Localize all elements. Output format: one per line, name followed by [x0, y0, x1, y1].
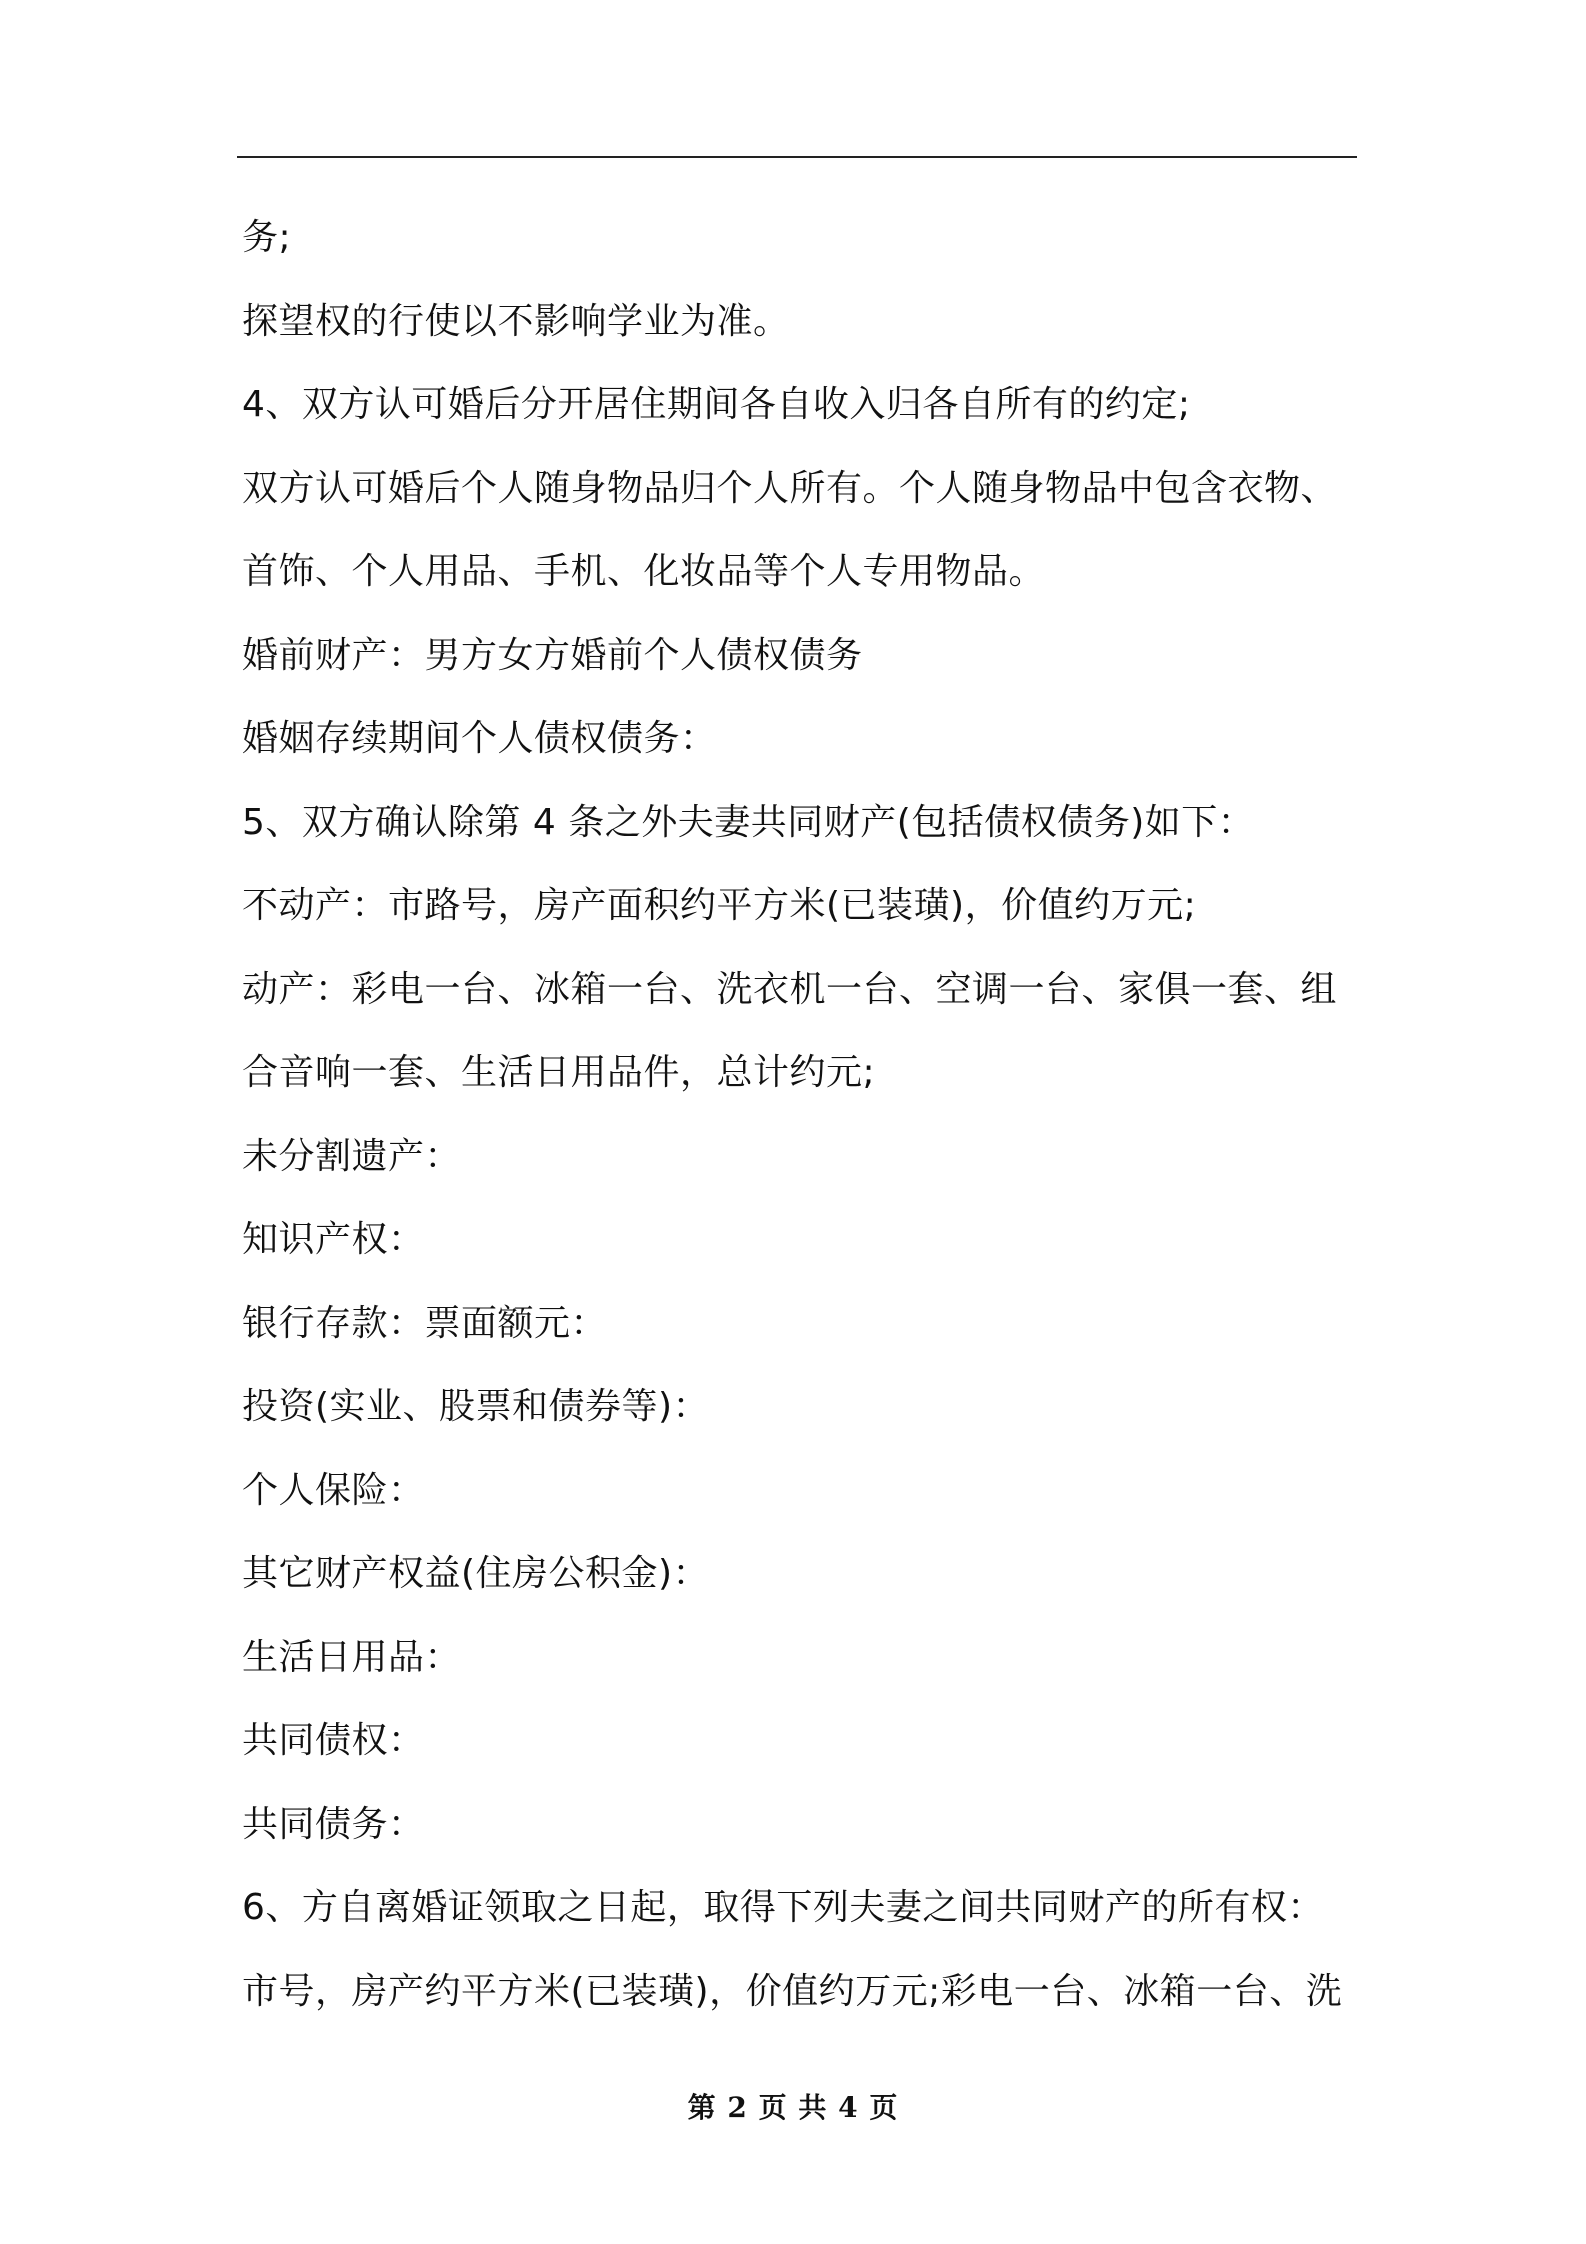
document-line: 个人保险： [242, 1469, 425, 1511]
document-line: 投资(实业、股票和债券等)： [242, 1386, 710, 1427]
document-line: 未分割遗产： [242, 1135, 462, 1177]
document-body [242, 196, 1362, 2033]
document-line: 合音响一套、生活日用品件，总计约元; [242, 1052, 876, 1093]
document-line: 4、双方认可婚后分开居住期间各自收入归各自所有的约定; [242, 384, 1191, 425]
page-number-footer: 第 2 页 共 4 页 [687, 2091, 899, 2124]
document-line: 6、方自离婚证领取之日起，取得下列夫妻之间共同财产的所有权： [242, 1887, 1324, 1928]
document-line: 市号，房产约平方米(已装璜)，价值约万元;彩电一台、冰箱一台、洗 [242, 1970, 1343, 2012]
document-line: 婚前财产：男方女方婚前个人债权债务 [242, 634, 863, 676]
document-line: 婚姻存续期间个人债权债务： [242, 718, 717, 759]
document-line: 双方认可婚后个人随身物品归个人所有。个人随身物品中包含衣物、 [242, 467, 1338, 509]
document-line: 务; [242, 217, 292, 258]
header-rule [237, 156, 1357, 158]
document-line: 生活日用品： [242, 1636, 462, 1678]
document-line: 知识产权： [242, 1219, 425, 1260]
document-line: 5、双方确认除第 4 条之外夫妻共同财产(包括债权债务)如下： [242, 801, 1255, 843]
document-line: 共同债权： [242, 1720, 425, 1761]
document-line: 不动产：市路号，房产面积约平方米(已装璜)，价值约万元; [242, 885, 1197, 926]
document-line: 其它财产权益(住房公积金)： [242, 1553, 710, 1594]
document-line: 动产：彩电一台、冰箱一台、洗衣机一台、空调一台、家俱一套、组 [242, 968, 1338, 1010]
document-line: 银行存款：票面额元： [242, 1302, 608, 1344]
document-line: 首饰、个人用品、手机、化妆品等个人专用物品。 [242, 551, 1046, 592]
document-line: 探望权的行使以不影响学业为准。 [242, 300, 790, 342]
document-line: 共同债务： [242, 1803, 425, 1845]
